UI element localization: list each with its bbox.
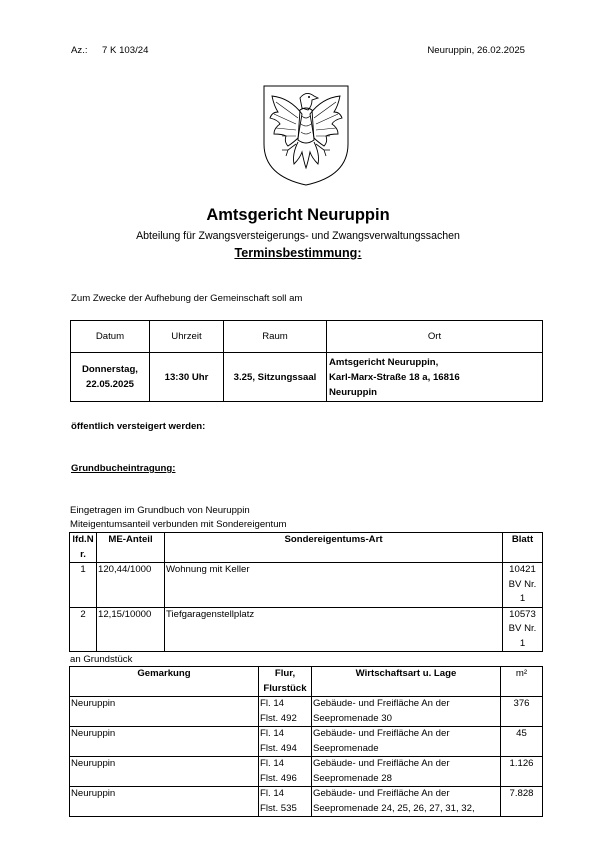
flurstueck-number: Flst. 492 <box>260 712 297 724</box>
cell-flur <box>259 697 312 727</box>
ort-line-3: Neuruppin <box>329 386 377 398</box>
termin-data-row <box>71 353 543 402</box>
department: Abteilung für Zwangsversteigerungs- und Zwangsverwaltungssachen <box>136 230 460 242</box>
grundbuch-heading: Grundbucheintragung: <box>71 463 176 474</box>
blatt-bv-number: 1 <box>519 593 526 604</box>
header-me: ME-Anteil <box>97 533 165 563</box>
cell-blatt <box>503 607 543 652</box>
wirtschaftsart-line-2: Seepromenade <box>313 742 379 754</box>
table-row <box>70 697 543 727</box>
table-row <box>70 607 543 652</box>
flur-number: Fl. 14 <box>260 728 284 739</box>
header-art: Sondereigentums-Art <box>165 533 503 563</box>
cell-m2: 7.828 <box>501 787 543 817</box>
cell-me: 120,44/1000 <box>97 563 165 608</box>
cell-m2: 1.126 <box>501 757 543 787</box>
cell-m2: 376 <box>501 697 543 727</box>
az-value: 7 K 103/24 <box>102 45 149 56</box>
ort-line-1: Amtsgericht Neuruppin, <box>329 356 439 368</box>
flurstueck-number: Flst. 535 <box>260 802 297 814</box>
cell-wirtschaftsart <box>312 757 501 787</box>
grundstueck-table <box>69 666 543 817</box>
eingetragen-text: Eingetragen im Grundbuch von Neuruppin <box>70 505 250 516</box>
wirtschaftsart-line-2: Seepromenade 30 <box>313 712 392 724</box>
wirtschaftsart-line-2: Seepromenade 28 <box>313 772 392 784</box>
wirtschaftsart-line-2: Seepromenade 24, 25, 26, 27, 31, 32, <box>313 802 475 814</box>
cell-uhrzeit: 13:30 Uhr <box>150 353 224 402</box>
flurstueck-number: Flst. 494 <box>260 742 297 754</box>
header-wirtschaftsart: Wirtschaftsart u. Lage <box>312 667 501 697</box>
termin-table <box>70 320 543 402</box>
blatt-number: 10573 <box>509 608 536 620</box>
header-gemarkung: Gemarkung <box>70 667 259 697</box>
an-grundstueck-text: an Grundstück <box>70 654 133 665</box>
cell-datum <box>71 353 150 402</box>
header-uhrzeit: Uhrzeit <box>150 321 224 353</box>
table-row <box>70 787 543 817</box>
cell-gemarkung: Neuruppin <box>70 757 259 787</box>
cell-lfd: 2 <box>70 607 97 652</box>
place-date: Neuruppin, 26.02.2025 <box>427 45 525 56</box>
wirtschaftsart-line-1: Gebäude- und Freifläche An der <box>313 788 450 799</box>
blatt-bv-label: BV Nr. <box>508 623 537 634</box>
cell-gemarkung: Neuruppin <box>70 727 259 757</box>
cell-gemarkung: Neuruppin <box>70 697 259 727</box>
table-row <box>70 727 543 757</box>
header-lfd-line-2: r. <box>80 548 86 560</box>
intro-text: Zum Zwecke der Aufhebung der Gemeinschaft soll am <box>71 293 303 304</box>
header-blatt: Blatt <box>503 533 543 563</box>
header-flur-line-1: Flur, <box>274 668 296 679</box>
sondereigentum-table <box>69 532 543 652</box>
header-raum: Raum <box>224 321 327 353</box>
gs-header-row <box>70 667 543 697</box>
flur-number: Fl. 14 <box>260 698 284 709</box>
blatt-number: 10421 <box>509 564 536 575</box>
table-row <box>70 757 543 787</box>
ort-line-2: Karl-Marx-Straße 18 a, 16816 <box>329 371 460 383</box>
cell-flur <box>259 787 312 817</box>
header-datum: Datum <box>71 321 150 353</box>
cell-flur <box>259 757 312 787</box>
document-heading: Terminsbestimmung: <box>234 246 362 260</box>
az-label: Az.: <box>71 45 88 56</box>
cell-me: 12,15/10000 <box>97 607 165 652</box>
header-lfd-line-1: lfd.N <box>72 534 94 545</box>
cell-art: Wohnung mit Keller <box>165 563 503 608</box>
cell-art: Tiefgaragenstellplatz <box>165 607 503 652</box>
header-flur-line-2: Flurstück <box>263 682 307 694</box>
wirtschaftsart-line-1: Gebäude- und Freifläche An der <box>313 728 450 739</box>
file-reference <box>71 45 148 56</box>
flur-number: Fl. 14 <box>260 788 284 799</box>
termin-header-row <box>71 321 543 353</box>
blatt-bv-number: 1 <box>519 637 526 649</box>
wirtschaftsart-line-1: Gebäude- und Freifläche An der <box>313 698 450 709</box>
header-lfd <box>70 533 97 563</box>
flurstueck-number: Flst. 496 <box>260 772 297 784</box>
cell-gemarkung: Neuruppin <box>70 787 259 817</box>
se-header-row <box>70 533 543 563</box>
cell-wirtschaftsart <box>312 727 501 757</box>
blatt-bv-label: BV Nr. <box>508 578 537 590</box>
cell-flur <box>259 727 312 757</box>
cell-blatt <box>503 563 543 608</box>
header-m2: m² <box>501 667 543 697</box>
header-ort: Ort <box>327 321 543 353</box>
court-name: Amtsgericht Neuruppin <box>206 206 390 224</box>
table-row <box>70 563 543 608</box>
versteigert-text: öffentlich versteigert werden: <box>71 421 206 432</box>
cell-wirtschaftsart <box>312 697 501 727</box>
cell-raum: 3.25, Sitzungssaal <box>224 353 327 402</box>
flur-number: Fl. 14 <box>260 758 284 769</box>
header-flur <box>259 667 312 697</box>
datum-date: 22.05.2025 <box>85 379 134 390</box>
brandenburg-eagle-icon <box>262 84 350 187</box>
datum-weekday: Donnerstag, <box>82 364 138 375</box>
cell-ort <box>327 353 543 402</box>
cell-lfd: 1 <box>70 563 97 608</box>
wirtschaftsart-line-1: Gebäude- und Freifläche An der <box>313 758 450 769</box>
miteigentum-text: Miteigentumsanteil verbunden mit Sondereigentum <box>70 519 287 530</box>
cell-wirtschaftsart <box>312 787 501 817</box>
cell-m2: 45 <box>501 727 543 757</box>
